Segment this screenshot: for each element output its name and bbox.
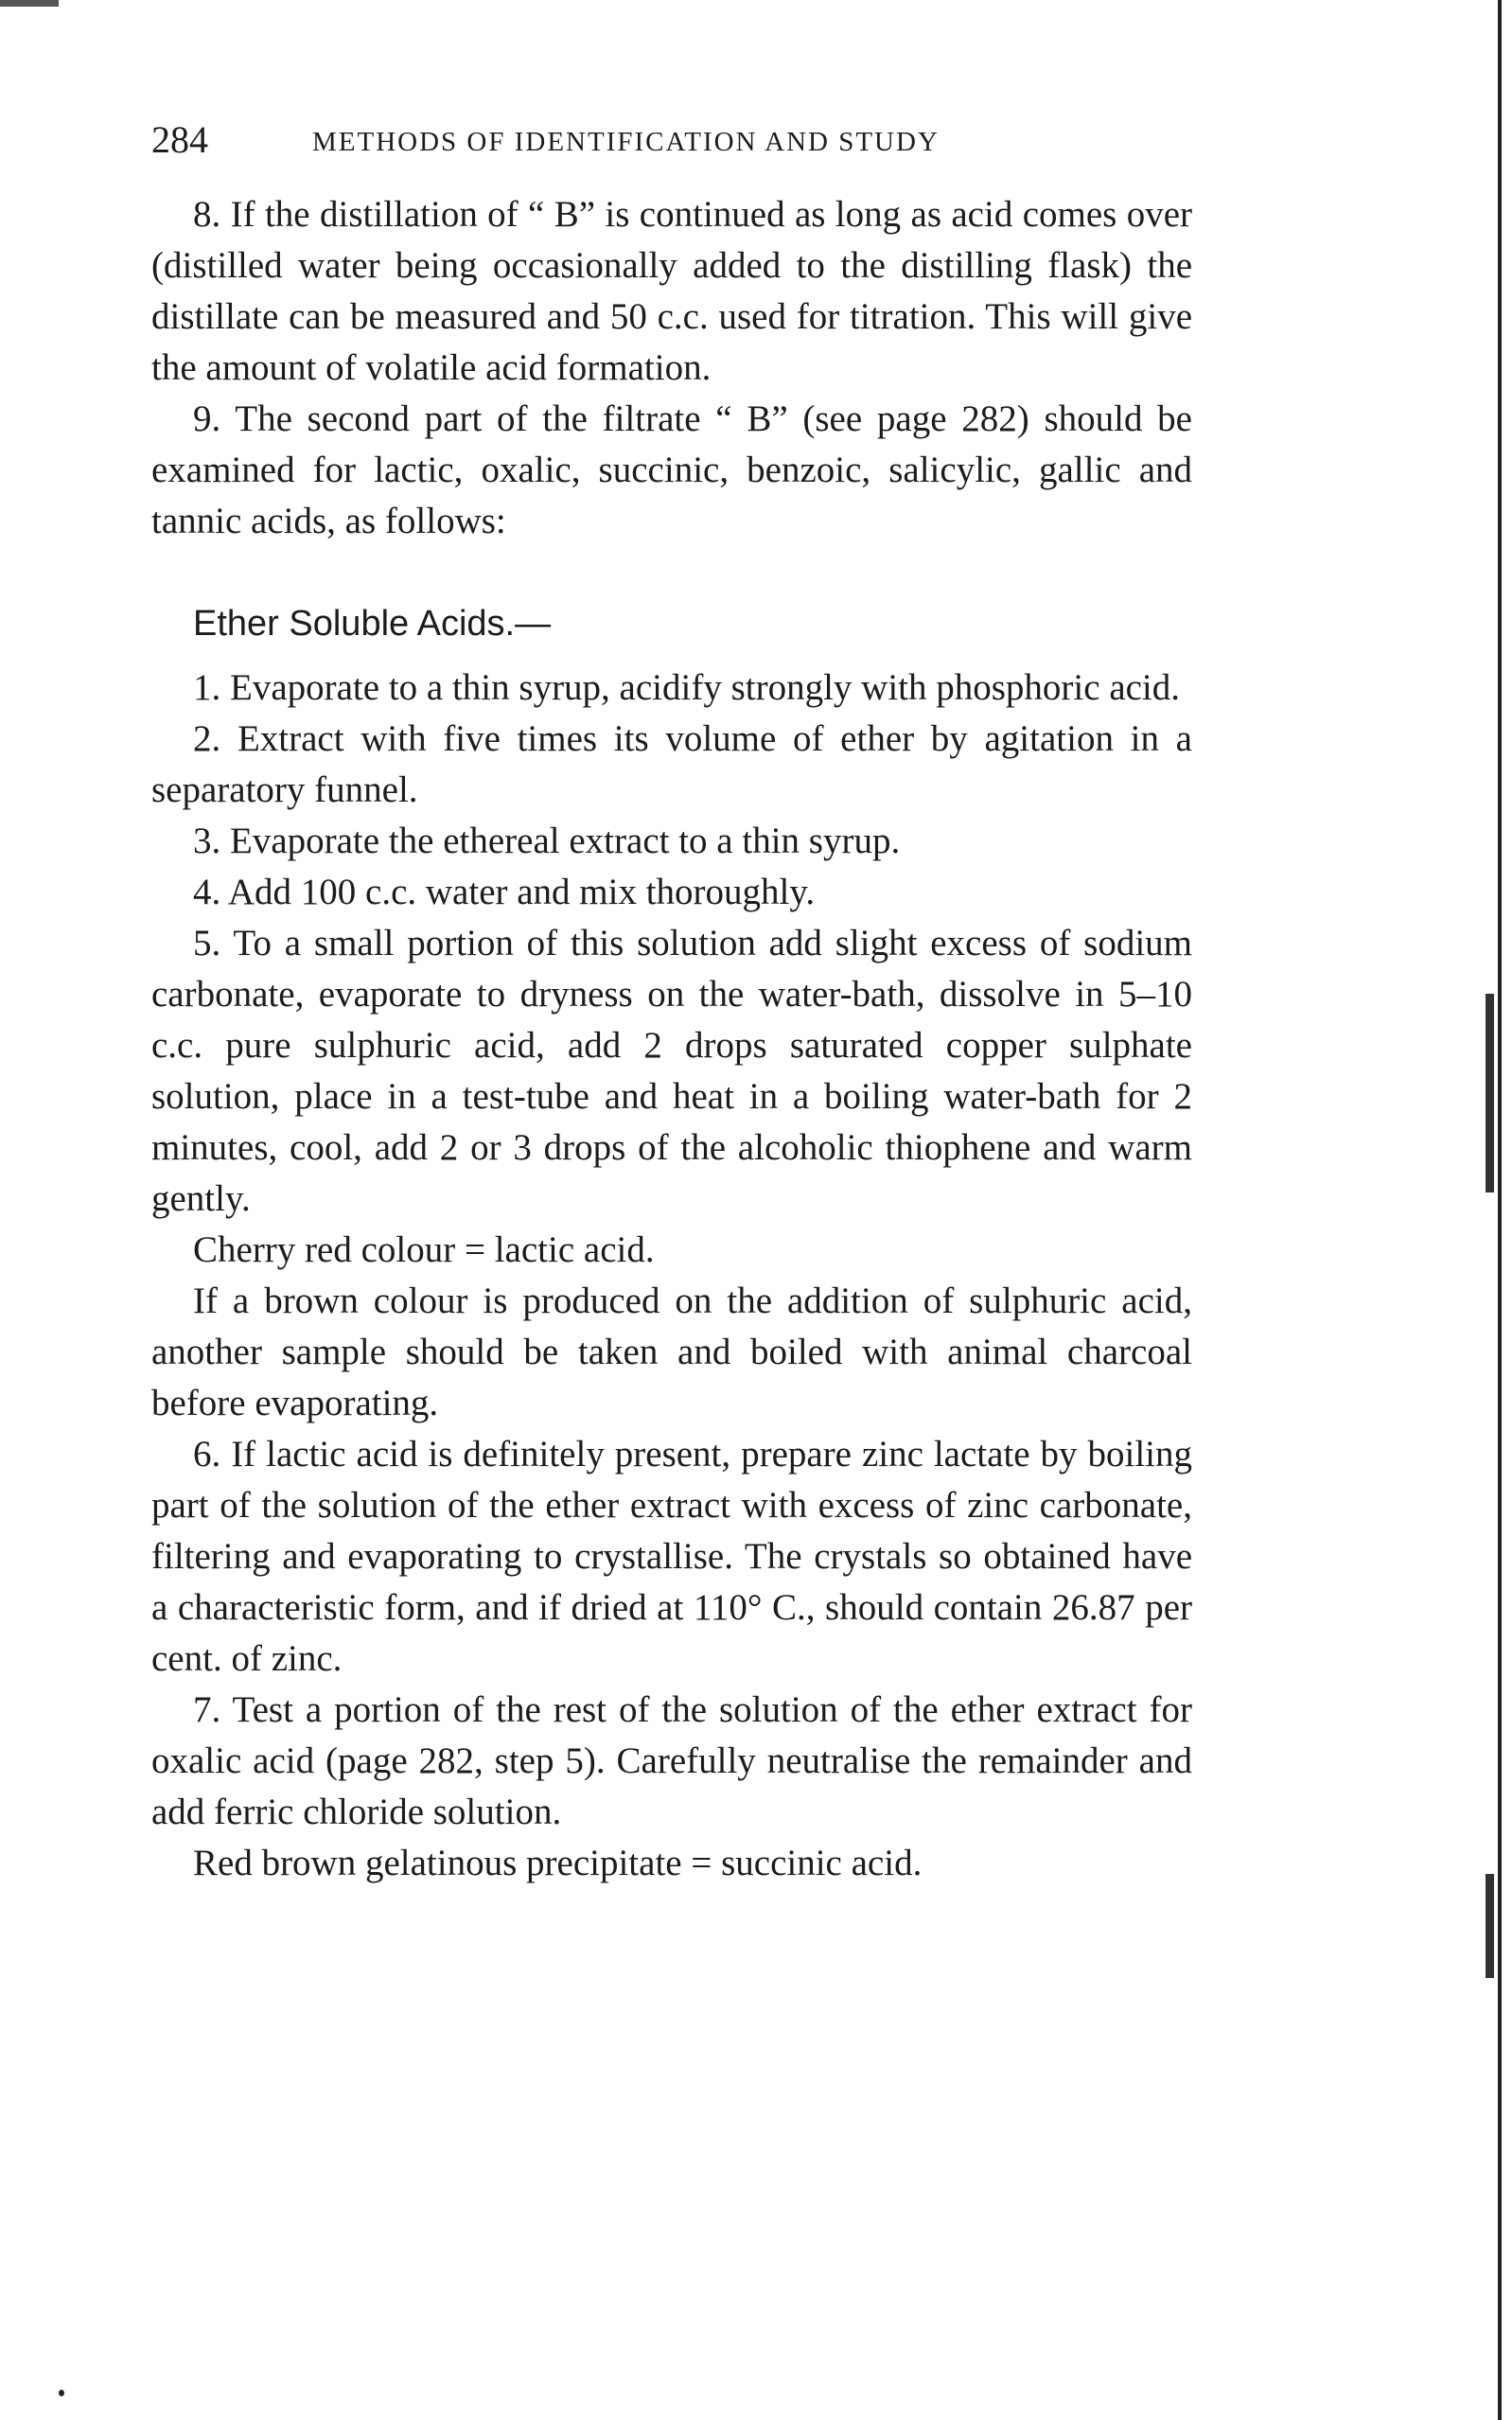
scan-speck bbox=[59, 2390, 64, 2396]
step-6: 6. If lactic acid is definitely present, prepare zinc lactate by boiling part of the solution of the ether extract with excess of zinc carbonate, filtering and evaporating to crystallise. The crystals so obtained have a characteristic form, and if dried at 110° C., should contain 26.87 per cent. of zinc. bbox=[151, 1434, 1192, 1679]
page-edge-line bbox=[1498, 0, 1502, 2420]
page-edge-shadow-2 bbox=[1486, 1874, 1494, 1978]
step-4: 4. Add 100 c.c. water and mix thoroughly. bbox=[193, 872, 816, 912]
note-brown-colour: If a brown colour is produced on the addition of sulphuric acid, another sample should be taken and boiled with animal charcoal before evaporating. bbox=[151, 1281, 1192, 1423]
section-heading: Ether Soluble Acids.— bbox=[193, 604, 552, 644]
page-header bbox=[151, 115, 1192, 165]
running-head: METHODS OF IDENTIFICATION AND STUDY bbox=[312, 127, 940, 157]
step-3: 3. Evaporate the ethereal extract to a thin syrup. bbox=[193, 821, 901, 861]
page-number: 284 bbox=[151, 118, 208, 161]
step-5: 5. To a small portion of this solution add slight excess of sodium carbonate, evaporate to dryness on the water-bath, dissolve in 5–10 c.c. pure sulphuric acid, add 2 drops saturated copper sulphate solution, place in a test-tube and heat in a boiling water-bath for 2 minutes, cool, add 2 or 3 drops of the alcoholic thiophene and warm gently. bbox=[151, 923, 1192, 1219]
result-lactic: Cherry red colour = lactic acid. bbox=[193, 1229, 655, 1270]
page-edge-shadow-1 bbox=[1486, 994, 1494, 1192]
result-succinic: Red brown gelatinous precipitate = succinic acid. bbox=[193, 1843, 923, 1883]
paragraph-8: 8. If the distillation of “ B” is continued as long as acid comes over (distilled water being occasionally added to the distilling flask) the distillate can be measured and 50 c.c. used for titration. This will give the amount of volatile acid formation. bbox=[151, 194, 1192, 388]
paragraph-9: 9. The second part of the filtrate “ B” (see page 282) should be examined for lactic, oxalic, succinic, benzoic, salicylic, gallic and tannic acids, as follows: bbox=[151, 398, 1192, 541]
step-2: 2. Extract with five times its volume of ether by agitation in a separatory funnel. bbox=[151, 718, 1192, 810]
step-1: 1. Evaporate to a thin syrup, acidify strongly with phosphoric acid. bbox=[193, 667, 1181, 708]
scan-corner-mark bbox=[0, 0, 59, 7]
step-7: 7. Test a portion of the rest of the solution of the ether extract for oxalic acid (page 282, step 5). Carefully neutralise the remainder and add ferric chloride solution. bbox=[151, 1689, 1192, 1832]
page-body bbox=[151, 189, 1192, 1889]
